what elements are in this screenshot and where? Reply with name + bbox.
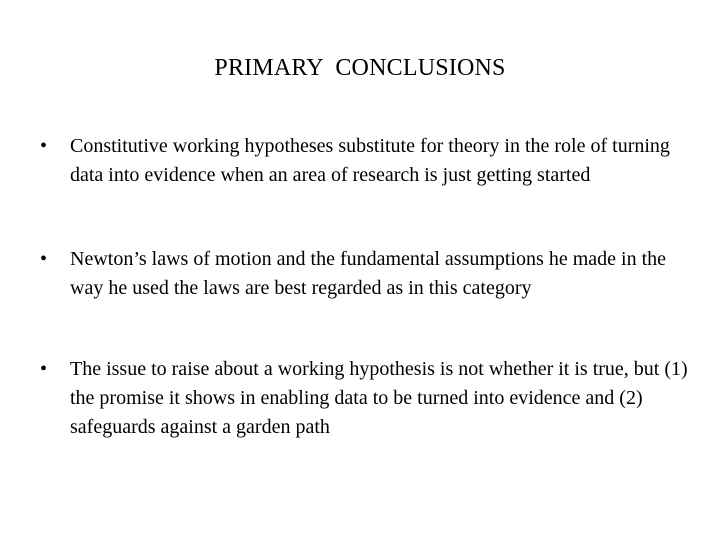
slide-title: PRIMARY CONCLUSIONS <box>214 55 506 81</box>
bullet-dot-icon: • <box>40 248 48 270</box>
bullet-dot-icon: • <box>40 135 48 157</box>
bullet-text: The issue to raise about a working hypothesis is not whether it is true, but (1) the promise it shows in enabling data to be turned into evidence and (2) safeguards against a garden path <box>70 358 688 438</box>
bullet-text: Newton’s laws of motion and the fundamental assumptions he made in the way he used the laws are best regarded as in this category <box>70 248 666 299</box>
bullet-item <box>40 355 688 442</box>
bullet-text: Constitutive working hypotheses substitute for theory in the role of turning data into evidence when an area of research is just getting started <box>70 135 670 186</box>
bullet-item <box>40 245 680 303</box>
bullet-dot-icon: • <box>40 358 48 380</box>
bullet-item <box>40 132 680 190</box>
